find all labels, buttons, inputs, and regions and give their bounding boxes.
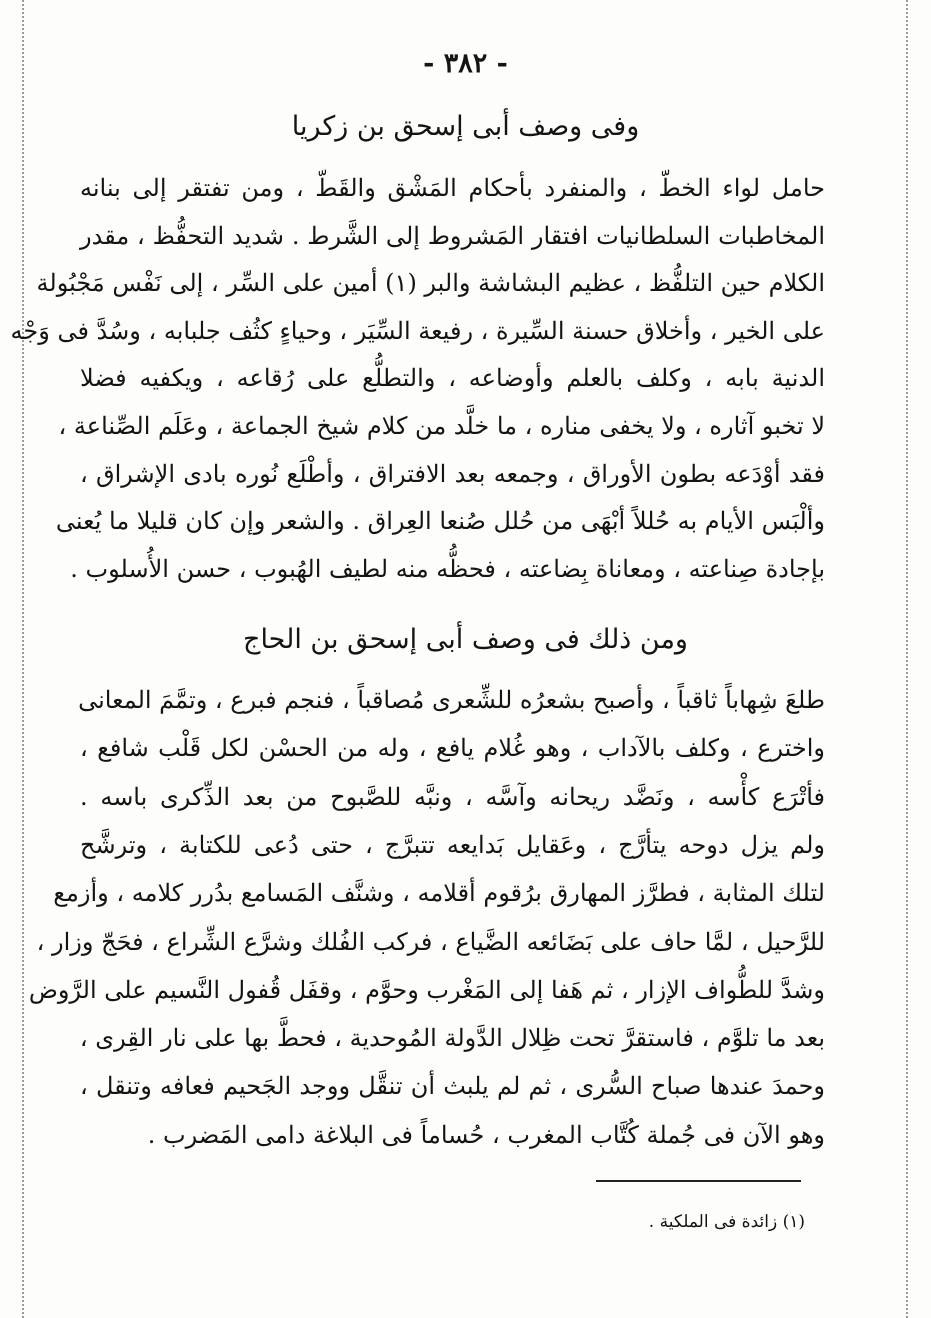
text-line: فأتْرَع كأْسه ، ونَضَّد ريحانه وآسَّه ، ونبَّه للصَّبوح من بعد الذِّكرى باسه . [80,782,825,811]
footnote: (١) زائدة فى الملكية . [648,1212,805,1232]
text-line: وحمدَ عندها صباح السُّرى ، ثم لم يلبث أن تنقَّل ووجد الجَحيم فعافه وتنقل ، [80,1072,825,1101]
text-line: للرَّحيل ، لمَّا حاف على بَضَائعه الضَّياع ، فركب الفُلك وشرَّع الشِّراع ، فحَجّ وزار ، [36,927,825,956]
text-line: لا تخبو آثاره ، ولا يخفى مناره ، ما خلَّد من كلام شيخ الجماعة ، وعَلَم الصِّناعة ، [58,412,825,440]
text-line: المخاطبات السلطانيات افتقار المَشروط إلى الشَّرط . شديد التحفُّظ ، مقدر [80,221,825,250]
text-line: وألْبَس الأيام به حُللاً أبْهَى من حُلل صُنعا العِراق . والشعر وإن كان قليلا ما يُعنى [55,507,825,536]
text-line: واخترع ، وكلف بالآداب ، وهو غُلام يافع ، وله من الحسْن لكل قَلْب شافع ، [80,734,825,763]
text-line: فقد أوْدَعه بطون الأوراق ، وجمعه بعد الافتراق ، وأطْلَع نُوره بادى الإشراق ، [80,459,825,488]
text-line: بإجادة صِناعته ، ومعاناة بِضاعته ، فحظُّه منه لطيف الهُبوب ، حسن الأُسلوب . [70,554,825,583]
footnote-rule [596,1180,801,1182]
text-line: وشدَّ للطُّواف الإزار ، ثم هَفا إلى المَغْرب وحوَّم ، وقفَل قُفول النَّسيم على الرَّوض [28,975,825,1004]
section-heading-1: وفى وصف أبى إسحق بن زكريا [291,111,640,142]
page-number: - ٣٨٢ - [423,48,508,79]
text-line: طلعَ شِهاباً ثاقباً ، وأصبح بشعرُه للشِّعرى مُصاقباً ، فنجم فبرع ، وتمَّمَ المعانى [78,686,825,714]
text-line: وهو الآن فى جُملة كُتَّاب المغرب ، حُساماً فى البلاغة دامى المَضرب . [147,1120,825,1149]
text-line: حامل لواء الخطّ ، والمنفرد بأحكام المَشْق والقَطّ ، ومن تفتقر إلى بنانه [80,174,825,202]
text-line: على الخير ، وأخلاق حسنة السِّيرة ، رفيعة السِّيَر ، وحياءٍ كثُف جلبابه ، وسُدَّ فى وَجْه [10,316,825,345]
text-line: الكلام حين التلفُّظ ، عظيم البشاشة والبر (١) أمين على السِّر ، إلى نَفْس مَجْبُولة [36,269,825,298]
text-line: بعد ما تلوَّم ، فاستقرَّ تحت ظِلال الدَّولة المُوحدية ، فحطَّ بها على نار القِرى ، [79,1024,825,1053]
text-line: لتلك المثابة ، فطرَّز المهارق برُقوم أقلامه ، وشنَّف المَسامع بدُرر كلامه ، وأزمع [53,879,825,908]
text-line: الدنية بابه ، وكلف بالعلم وأوضاعه ، والتطلُّع على رُقاعه ، ويكفيه فضلا [80,364,825,393]
section-heading-2: ومن ذلك فى وصف أبى إسحق بن الحاج [243,624,688,655]
text-line: ولم يزل دوحه يتأرَّج ، وعَقايل بَدايعه تتبرَّج ، حتى دُعى للكتابة ، وترشَّح [80,830,826,859]
